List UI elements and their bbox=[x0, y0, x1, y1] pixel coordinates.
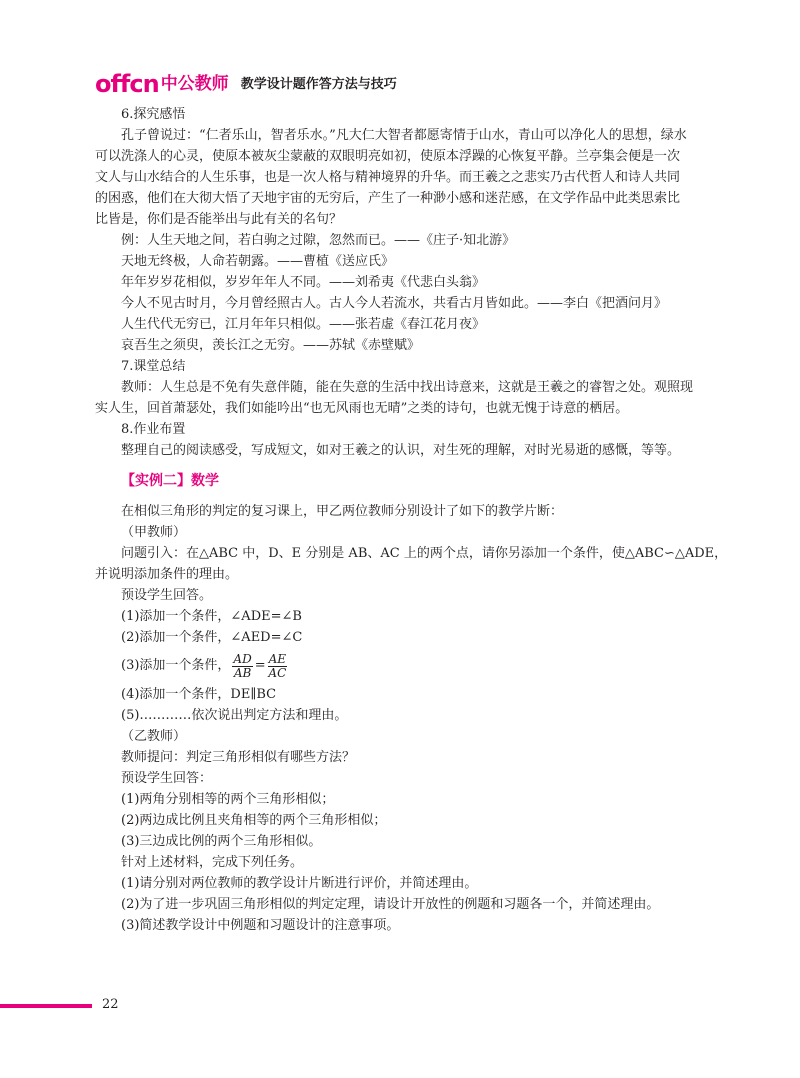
offcn-logo: offcn bbox=[95, 70, 159, 98]
paragraph-line: 文人与山水结合的人生乐事，也是一次人格与精神境界的升华。而王羲之之悲实乃古代哲人和诗人共同 bbox=[95, 170, 681, 185]
poem-example: 哀吾生之须臾，羡长江之无穷。——苏轼《赤壁赋》 bbox=[121, 338, 421, 353]
answer-item: (2)添加一个条件，∠AED=∠C bbox=[121, 630, 303, 645]
answer-item: (1)添加一个条件，∠ADE=∠B bbox=[121, 609, 302, 624]
task-item: (3)简述教学设计中例题和习题设计的注意事项。 bbox=[121, 918, 400, 933]
problem-introduction bbox=[95, 543, 728, 585]
teacher-question: 教师提问：判定三角形相似有哪些方法？ bbox=[121, 750, 356, 765]
section-7-heading: 7.课堂总结 bbox=[121, 359, 186, 374]
answer-item: (4)添加一个条件，DE∥BC bbox=[121, 687, 277, 702]
answer-prefix: (3)添加一个条件， bbox=[121, 658, 231, 673]
book-title: 教学设计题作答方法与技巧 bbox=[240, 77, 397, 92]
poem-examples-list bbox=[95, 230, 705, 356]
example-2-heading: 【实例二】数学 bbox=[121, 473, 219, 489]
paragraph-line: 的困惑，他们在大彻大悟了天地宇宙的无穷后，产生了一种渺小感和迷茫感，在文学作品中此类思索比 bbox=[95, 191, 681, 206]
paragraph-line: 可以洗涤人的心灵，使原本被灰尘蒙蔽的双眼明亮如初，使原本浮躁的心恢复平静。兰亭集会便是一次 bbox=[95, 149, 681, 164]
example-2-intro: 在相似三角形的判定的复习课上，甲乙两位教师分别设计了如下的教学片断： bbox=[121, 504, 564, 519]
preset-answer-label-a: 预设学生回答。 bbox=[121, 588, 213, 603]
poem-example: 例：人生天地之间，若白驹之过隙，忽然而已。——《庄子·知北游》 bbox=[121, 233, 516, 248]
section-7-paragraph bbox=[95, 377, 705, 419]
denominator: AB bbox=[233, 665, 252, 680]
paragraph-line: 实人生，回首萧瑟处，我们如能吟出“也无风雨也无晴”之类的诗句，也就无愧于诗意的栖居。 bbox=[95, 401, 629, 416]
paragraph-line: 孔子曾说过：“仁者乐山，智者乐水。”凡大仁大智者都愿寄情于山水，青山可以净化人的思想，绿水 bbox=[121, 128, 687, 143]
task-intro: 针对上述材料，完成下列任务。 bbox=[121, 855, 304, 870]
paragraph-line: 比皆是，你们是否能举出与此有关的名句？ bbox=[95, 212, 343, 227]
task-item: (1)请分别对两位教师的教学设计片断进行评价，并简述理由。 bbox=[121, 876, 478, 891]
section-8-paragraph: 整理自己的阅读感受，写成短文，如对王羲之的认识，对生死的理解，对时光易逝的感慨，等等。 bbox=[121, 443, 681, 458]
paragraph-line: 并说明添加条件的理由。 bbox=[95, 567, 239, 582]
fraction-ae-ac bbox=[268, 653, 287, 680]
answer-item: (5)…………依次说出判定方法和理由。 bbox=[121, 708, 348, 723]
answer-item: (3)三边成比例的两个三角形相似。 bbox=[121, 834, 322, 849]
section-6-paragraph bbox=[95, 125, 705, 230]
paragraph-line: 问题引入：在△ABC 中，D、E 分别是 AB、AC 上的两个点，请你另添加一个条件，使△ABC∽△ADE， bbox=[121, 546, 728, 561]
teacher-b-label: （乙教师） bbox=[121, 729, 187, 744]
poem-example: 今人不见古时月，今月曾经照古人。古人今人若流水，共看古月皆如此。——李白《把酒问月》 bbox=[121, 296, 668, 311]
answer-item: (1)两角分别相等的两个三角形相似； bbox=[121, 792, 335, 807]
section-6-heading: 6.探究感悟 bbox=[121, 107, 186, 122]
page-content bbox=[95, 104, 728, 936]
poem-example: 年年岁岁花相似，岁岁年年人不同。——刘希夷《代悲白头翁》 bbox=[121, 275, 486, 290]
answer-item: (2)两边成比例且夹角相等的两个三角形相似； bbox=[121, 813, 387, 828]
fraction-ad-ab bbox=[232, 653, 252, 680]
teacher-a-label: （甲教师） bbox=[121, 525, 187, 540]
footer-accent-bar bbox=[0, 1004, 92, 1008]
section-8-heading: 8.作业布置 bbox=[121, 422, 186, 437]
numerator: AD bbox=[233, 651, 252, 666]
poem-example: 人生代代无穷已，江月年年只相似。——张若虚《春江花月夜》 bbox=[121, 317, 486, 332]
denominator: AC bbox=[268, 665, 287, 680]
preset-answer-label-b: 预设学生回答： bbox=[121, 771, 213, 786]
answer-item-fraction bbox=[95, 648, 705, 684]
page-number: 22 bbox=[102, 997, 119, 1012]
equals-sign: = bbox=[254, 658, 266, 673]
paragraph-line: 教师：人生总是不免有失意伴随，能在失意的生活中找出诗意来，这就是王羲之的睿智之处。观照现 bbox=[121, 380, 694, 395]
poem-example: 天地无终极，人命若朝露。——曹植《送应氏》 bbox=[121, 254, 395, 269]
logo-chinese-text: 中公教师 bbox=[160, 74, 229, 94]
task-item: (2)为了进一步巩固三角形相似的判定定理，请设计开放性的例题和习题各一个，并简述理由。 bbox=[121, 897, 660, 912]
numerator: AE bbox=[268, 651, 287, 666]
page-header bbox=[95, 68, 397, 96]
